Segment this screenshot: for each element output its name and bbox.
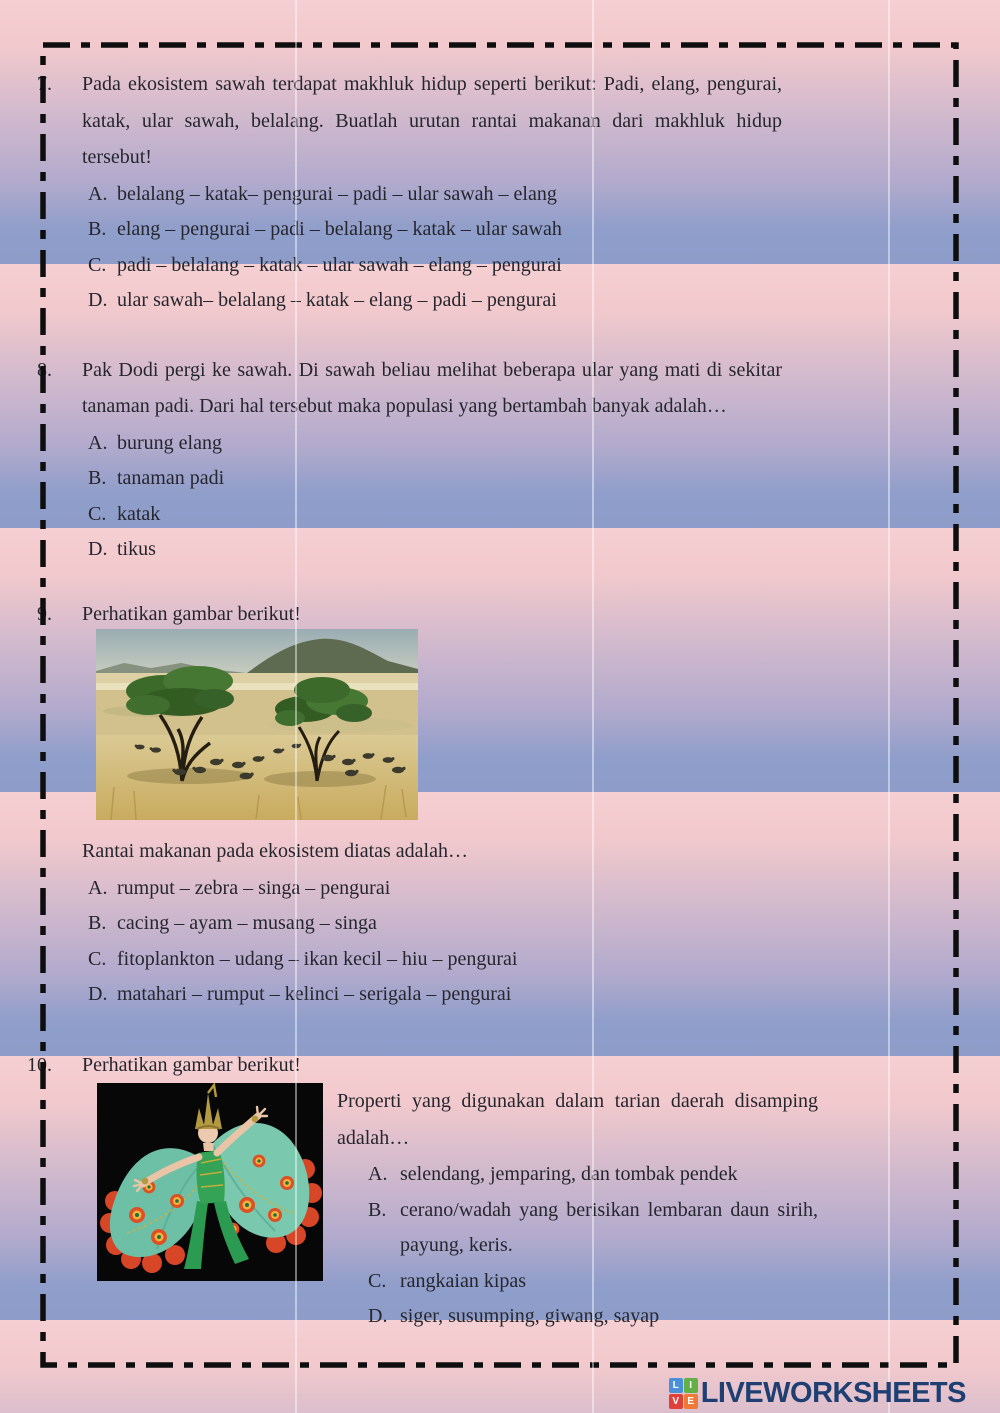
option-row [88,426,782,462]
option-row [88,177,782,213]
option-letter: A. [88,876,108,899]
question-text: Properti yang digunakan dalam tarian daerah disamping adalah… [337,1090,818,1149]
option-row [368,1193,818,1264]
logo-tile-v: V [669,1394,683,1409]
option-text: cerano/wadah yang berisikan lembaran daun sirih, payung, keris. [400,1198,818,1256]
question-number: 10. [27,1053,52,1076]
option-letter: B. [368,1198,387,1221]
option-row [88,212,782,248]
option-row [88,906,782,942]
logo-tile-i: I [684,1378,698,1393]
options-list [82,426,782,568]
option-letter: D. [88,289,108,311]
option-row [88,461,782,497]
option-text: elang – pengurai – padi – belalang – katak – ular sawah [117,218,562,240]
liveworksheets-logo [669,1378,966,1409]
option-row [88,942,782,978]
option-text: ular sawah– belalang – katak – elang – padi – pengurai [117,289,557,311]
option-text: siger, susumping, giwang, sayap [400,1305,660,1327]
option-letter: D. [88,983,108,1005]
question-prompt: Perhatikan gambar berikut! [82,1053,301,1076]
option-row [88,532,782,568]
question-9 [0,596,1000,1013]
option-text: matahari – rumput – kelinci – serigala – pengurai [117,983,512,1005]
option-row [88,248,782,284]
question-text: Pada ekosistem sawah terdapat makhluk hidup seperti berikut: Padi, elang, pengurai, katak, ular sawah, belalang. Buatlah urutan rantai makanan dari makhluk hidup tersebut! [82,73,782,168]
option-row [368,1157,818,1193]
option-row [368,1299,818,1335]
option-row [368,1264,818,1300]
option-text: selendang, jemparing, dan tombak pendek [400,1163,738,1185]
option-row [88,283,782,319]
question-number: 9. [37,602,52,625]
logo-tile-e: E [684,1394,698,1409]
option-row [88,977,782,1013]
option-letter: B. [88,912,107,934]
option-text: belalang – katak– pengurai – padi – ular sawah – elang [117,182,557,205]
option-text: padi – belalang – katak – ular sawah – elang – pengurai [117,253,562,276]
savanna-ecosystem-photo [96,629,418,820]
worksheet-content [0,66,1000,1335]
option-letter: A. [88,431,108,454]
option-letter: D. [88,538,108,560]
option-text: rumput – zebra – singa – pengurai [117,876,391,899]
question-text: Pak Dodi pergi ke sawah. Di sawah beliau melihat beberapa ular yang mati di sekitar tanaman padi. Dari hal tersebut maka populasi yang bertambah banyak adalah… [82,358,782,417]
question-8 [0,352,1000,568]
question-7 [0,66,1000,319]
option-text: burung elang [117,431,222,454]
option-text: tanaman padi [117,467,225,489]
options-list [82,871,782,1013]
option-text: katak [117,502,161,525]
liveworksheets-brand-text: LIVEWORKSHEETS [700,1377,966,1409]
question-number: 7. [37,73,52,95]
logo-tile-l: L [669,1378,683,1393]
peacock-dancer-photo [97,1083,323,1281]
option-text: rangkaian kipas [400,1269,527,1292]
option-row [88,871,782,907]
option-text: tikus [117,538,156,560]
option-letter: D. [368,1305,388,1327]
question-prompt: Perhatikan gambar berikut! [82,602,301,625]
options-list [337,1157,818,1335]
option-letter: B. [88,218,107,240]
liveworksheets-tiles-icon [669,1378,698,1409]
option-row [88,497,782,533]
option-letter: C. [88,947,107,970]
option-letter: C. [88,253,107,276]
option-letter: C. [88,502,107,525]
option-text: fitoplankton – udang – ikan kecil – hiu – pengurai [117,947,518,970]
option-letter: C. [368,1269,387,1292]
options-list [82,177,782,319]
question-number: 8. [37,358,52,381]
option-letter: A. [88,182,108,205]
question-text: Rantai makanan pada ekosistem diatas adalah… [82,840,468,862]
question-10 [0,1047,1000,1335]
option-letter: B. [88,467,107,489]
option-text: cacing – ayam – musang – singa [117,912,377,934]
option-letter: A. [368,1163,388,1185]
